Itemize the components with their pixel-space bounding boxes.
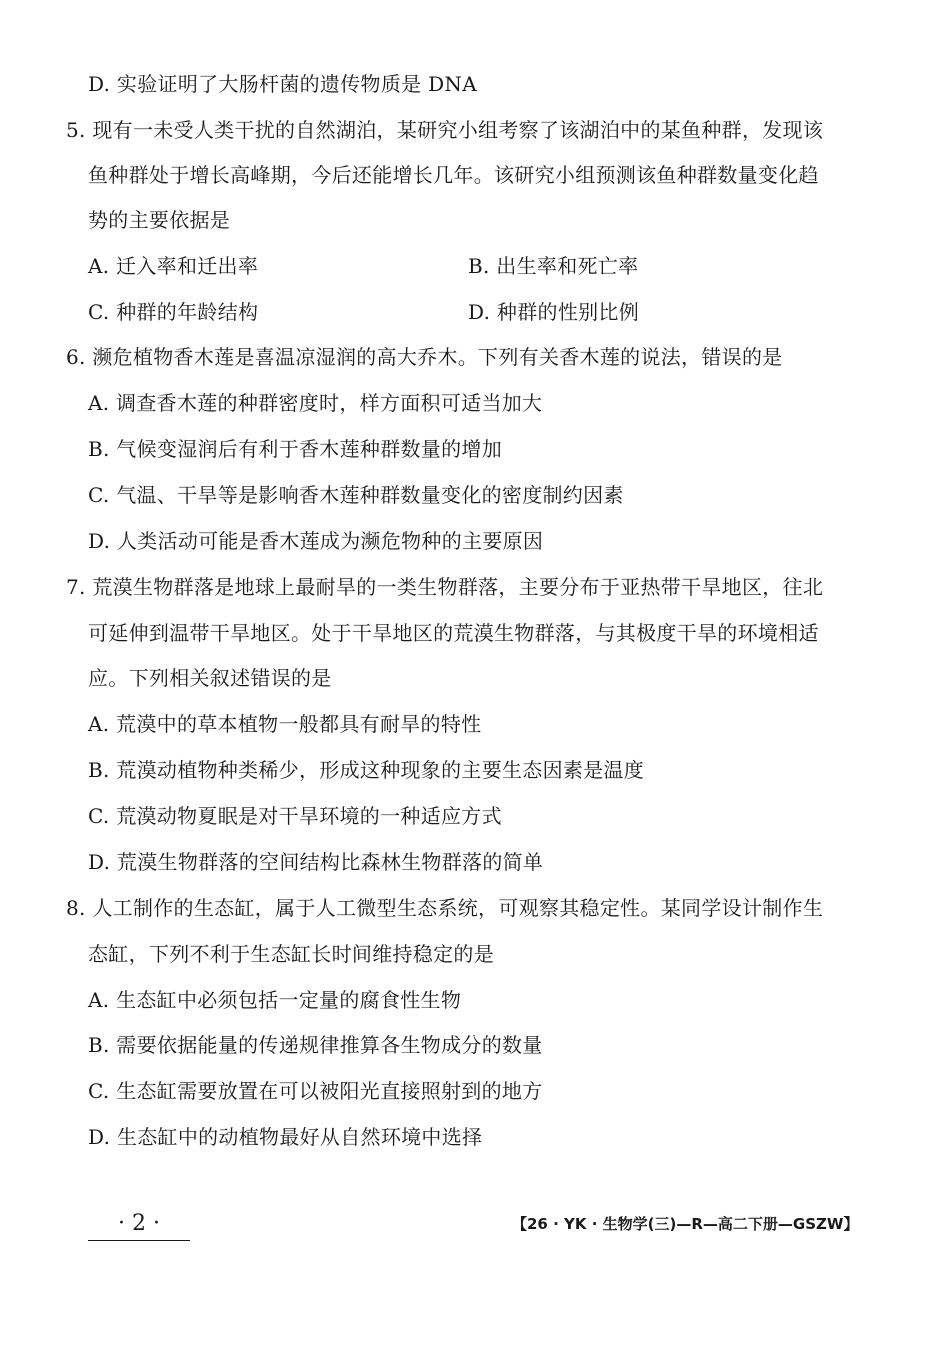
- q6-option-d: D. 人类活动可能是香木莲成为濒危物种的主要原因: [88, 529, 544, 553]
- q8-stem-line1: 8. 人工制作的生态缸，属于人工微型生态系统，可观察其稳定性。某同学设计制作生: [66, 896, 824, 920]
- q5-option-d: D. 种群的性别比例: [468, 300, 640, 324]
- q8-option-b: B. 需要依据能量的传递规律推算各生物成分的数量: [88, 1033, 543, 1057]
- q4-option-d: D. 实验证明了大肠杆菌的遗传物质是 DNA: [88, 72, 477, 96]
- q7-stem-line3: 应。下列相关叙述错误的是: [88, 666, 332, 690]
- q7-stem-line1: 7. 荒漠生物群落是地球上最耐旱的一类生物群落，主要分布于亚热带干旱地区，往北: [66, 575, 824, 599]
- q5-option-c: C. 种群的年龄结构: [88, 300, 259, 324]
- q7-stem-line2: 可延伸到温带干旱地区。处于干旱地区的荒漠生物群落，与其极度干旱的环境相适: [88, 621, 819, 645]
- q7-option-a: A. 荒漠中的草本植物一般都具有耐旱的特性: [88, 712, 482, 736]
- q6-option-c: C. 气温、干旱等是影响香木莲种群数量变化的密度制约因素: [88, 483, 624, 507]
- q7-option-c: C. 荒漠动物夏眠是对干旱环境的一种适应方式: [88, 804, 502, 828]
- page-number: · 2 ·: [88, 1210, 190, 1241]
- q8-stem-line2: 态缸，下列不利于生态缸长时间维持稳定的是: [88, 942, 494, 966]
- q5-stem-line2: 鱼种群处于增长高峰期，今后还能增长几年。该研究小组预测该鱼种群数量变化趋: [88, 163, 819, 187]
- q8-option-a: A. 生态缸中必须包括一定量的腐食性生物: [88, 988, 462, 1012]
- q5-option-a: A. 迁入率和迁出率: [88, 254, 259, 278]
- q5-stem-line3: 势的主要依据是: [88, 208, 231, 232]
- q5-option-b: B. 出生率和死亡率: [468, 254, 639, 278]
- q7-option-d: D. 荒漠生物群落的空间结构比森林生物群落的简单: [88, 850, 544, 874]
- exam-code: 【26 · YK · 生物学(三)—R—高二下册—GSZW】: [512, 1215, 859, 1233]
- q8-option-d: D. 生态缸中的动植物最好从自然环境中选择: [88, 1125, 483, 1149]
- q8-option-c: C. 生态缸需要放置在可以被阳光直接照射到的地方: [88, 1079, 543, 1103]
- q7-option-b: B. 荒漠动植物种类稀少，形成这种现象的主要生态因素是温度: [88, 758, 645, 782]
- q6-stem-line1: 6. 濒危植物香木莲是喜温凉湿润的高大乔木。下列有关香木莲的说法，错误的是: [66, 345, 783, 369]
- q6-option-a: A. 调查香木莲的种群密度时，样方面积可适当加大: [88, 391, 543, 415]
- q6-option-b: B. 气候变湿润后有利于香木莲种群数量的增加: [88, 437, 503, 461]
- q5-stem-line1: 5. 现有一未受人类干扰的自然湖泊，某研究小组考察了该湖泊中的某鱼种群，发现该: [66, 118, 824, 142]
